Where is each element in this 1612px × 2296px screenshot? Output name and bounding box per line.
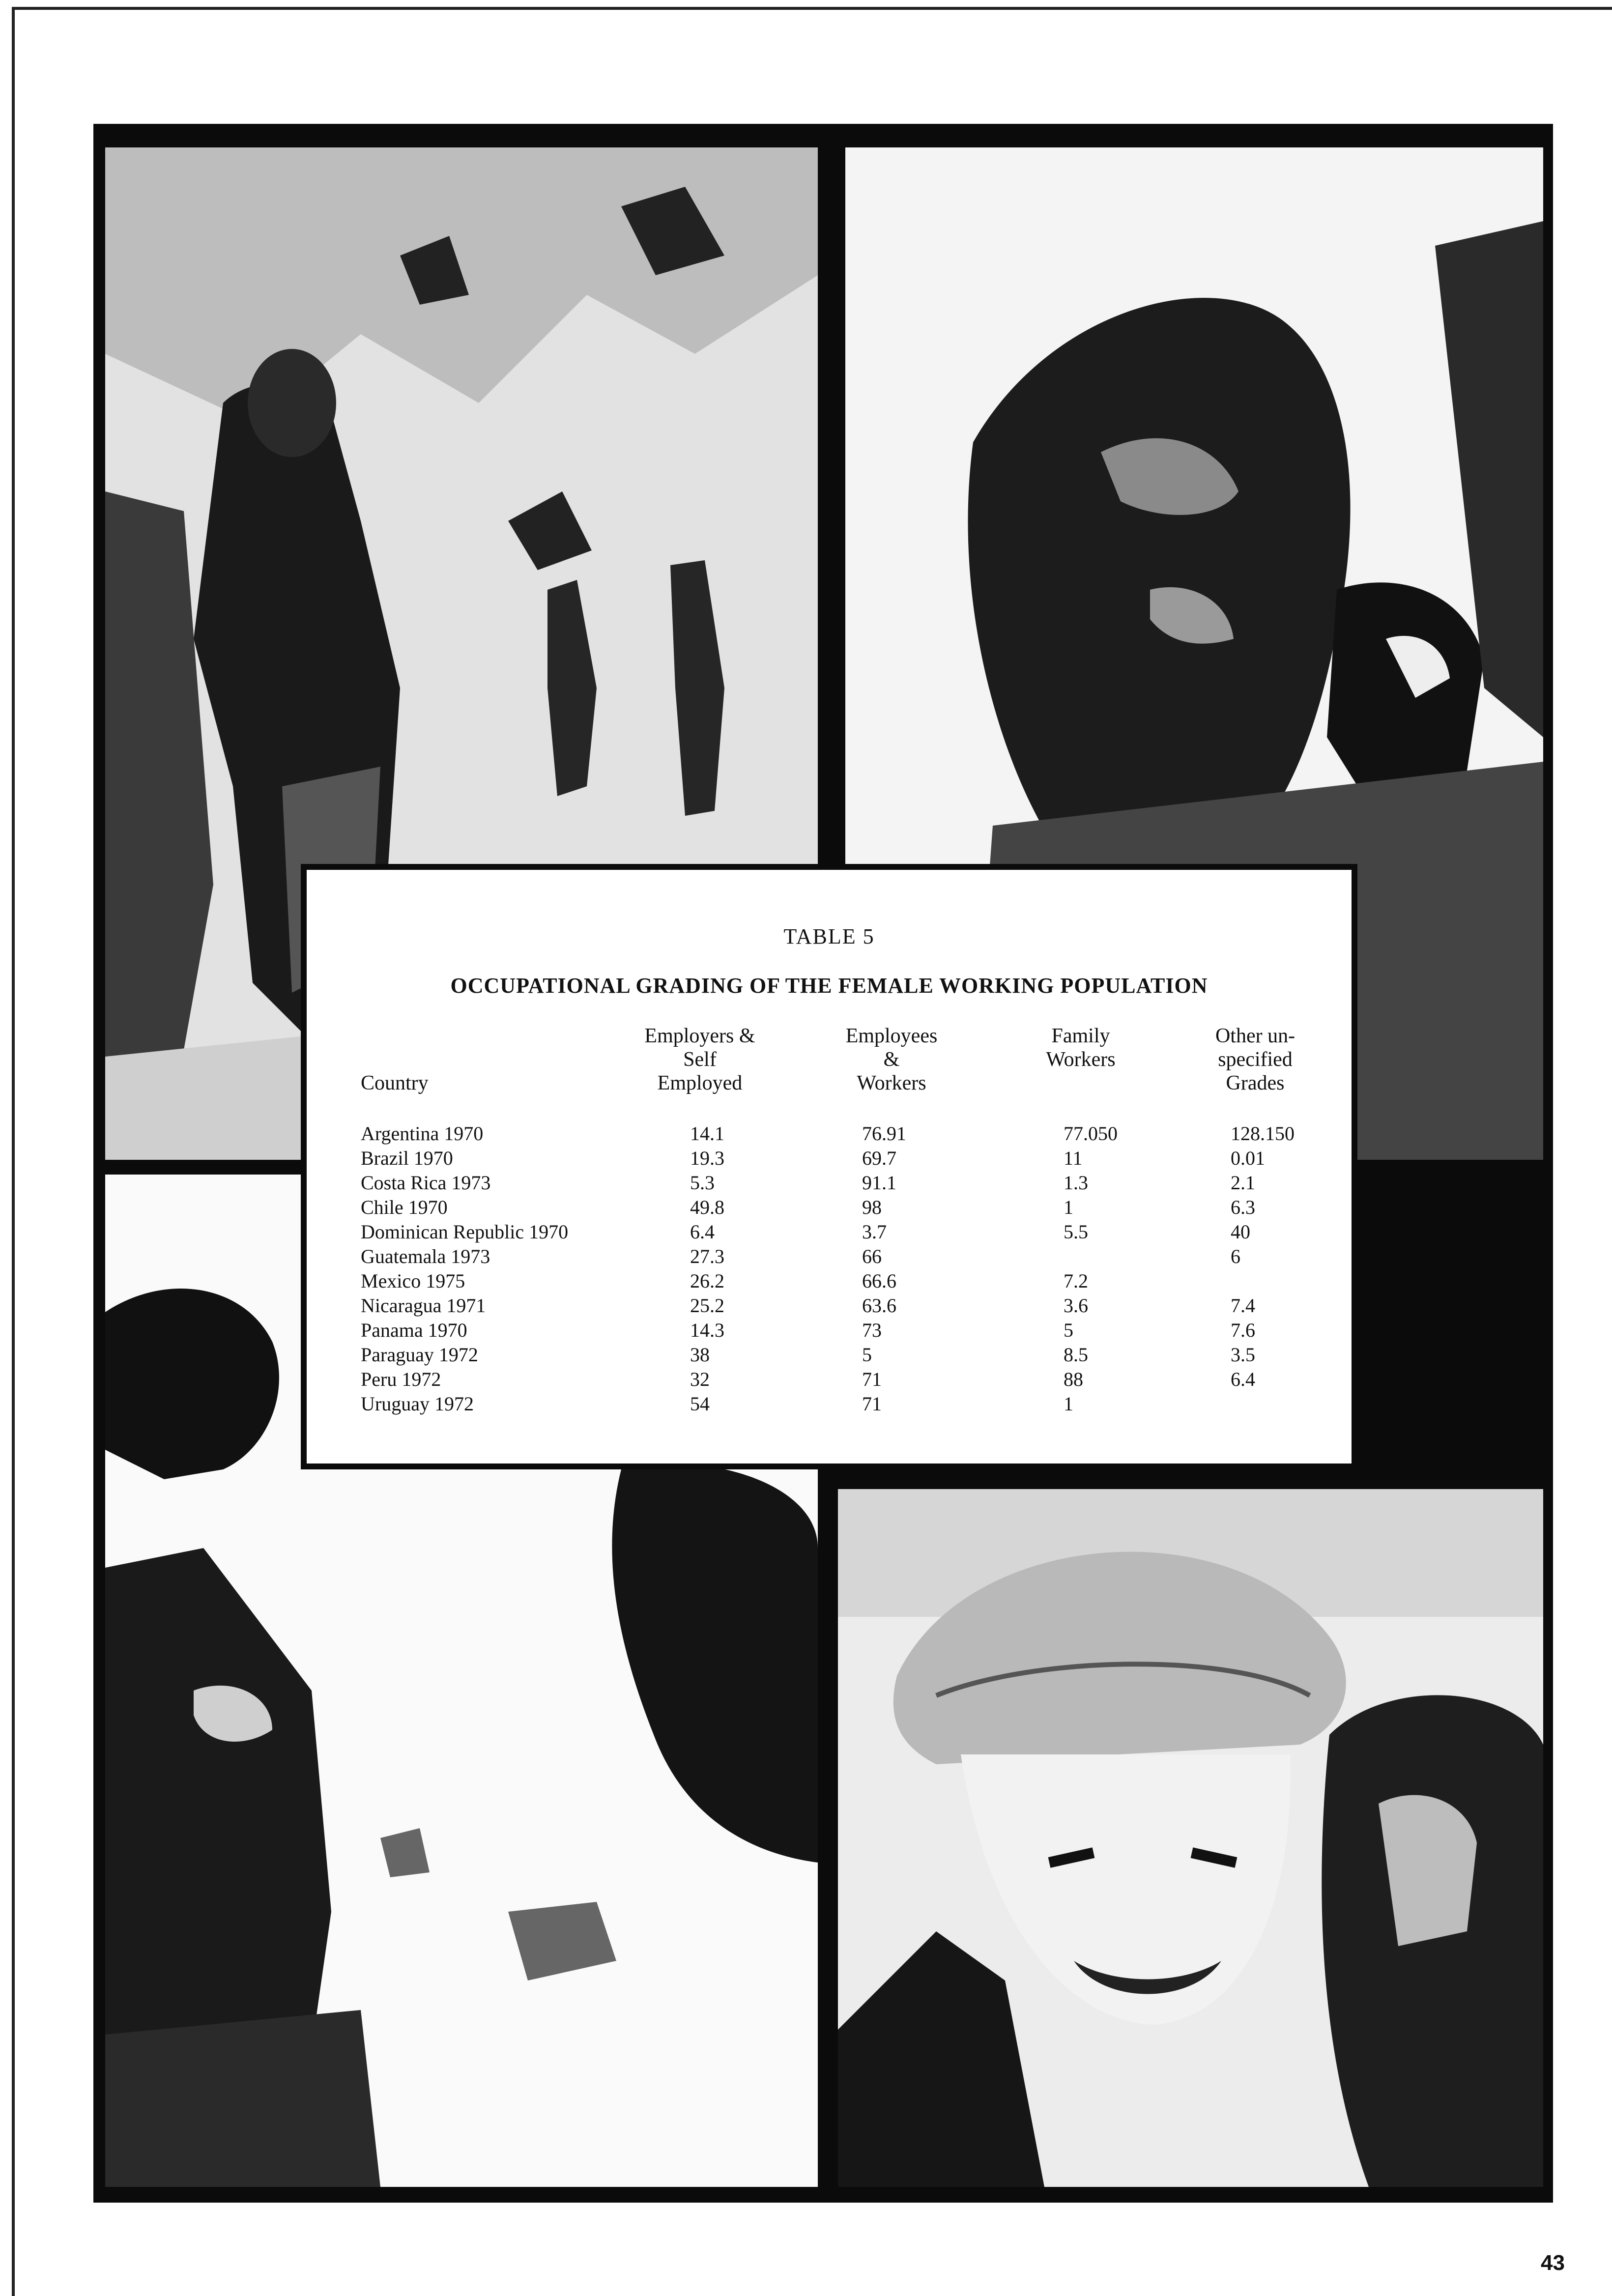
cell-country: Panama 1970 — [361, 1319, 467, 1341]
top-rule — [15, 7, 1612, 10]
table-body — [307, 1121, 1352, 1416]
table-label: TABLE 5 — [783, 924, 875, 948]
cell-family: 7.2 — [1064, 1270, 1088, 1292]
table-row — [307, 1269, 1352, 1293]
table-row — [307, 1171, 1352, 1195]
cell-employers: 5.3 — [690, 1172, 715, 1194]
table-row — [307, 1146, 1352, 1171]
cell-family: 8.5 — [1064, 1344, 1088, 1366]
cell-country: Paraguay 1972 — [361, 1344, 478, 1366]
left-rule — [12, 7, 15, 2296]
cell-employers: 32 — [690, 1368, 710, 1390]
table-row — [307, 1121, 1352, 1146]
cell-other: 128.150 — [1231, 1122, 1295, 1145]
cell-employees: 3.7 — [862, 1221, 887, 1243]
header-other-grades: Other un- specified Grades — [1215, 1025, 1295, 1094]
cell-family: 5.5 — [1064, 1221, 1088, 1243]
cell-country: Argentina 1970 — [361, 1122, 484, 1145]
cell-country: Peru 1972 — [361, 1368, 441, 1390]
cell-employees: 69.7 — [862, 1147, 896, 1169]
cell-employees: 91.1 — [862, 1172, 896, 1194]
cell-employers: 25.2 — [690, 1294, 724, 1317]
cell-family: 1.3 — [1064, 1172, 1088, 1194]
cell-country: Chile 1970 — [361, 1196, 448, 1218]
cell-family: 1 — [1064, 1196, 1073, 1218]
table-row — [307, 1367, 1352, 1392]
cell-family: 5 — [1064, 1319, 1073, 1341]
cell-country: Uruguay 1972 — [361, 1393, 474, 1415]
cell-employers: 38 — [690, 1344, 710, 1366]
cell-country: Guatemala 1973 — [361, 1245, 490, 1267]
cell-family: 88 — [1064, 1368, 1083, 1390]
cell-other: 6.4 — [1231, 1368, 1255, 1390]
table-row — [307, 1220, 1352, 1244]
cell-employers: 26.2 — [690, 1270, 724, 1292]
cell-other: 7.6 — [1231, 1319, 1255, 1341]
cell-employees: 63.6 — [862, 1294, 896, 1317]
header-country: Country — [361, 1072, 429, 1094]
cell-other: 3.5 — [1231, 1344, 1255, 1366]
cell-employers: 14.1 — [690, 1122, 724, 1145]
cell-country: Brazil 1970 — [361, 1147, 453, 1169]
table-title: OCCUPATIONAL GRADING OF THE FEMALE WORKING POPULATION — [450, 974, 1208, 998]
table-row — [307, 1293, 1352, 1318]
header-employees: Employees & Workers — [845, 1025, 938, 1094]
cell-employers: 27.3 — [690, 1245, 724, 1267]
cell-employers: 54 — [690, 1393, 710, 1415]
cell-family: 77.050 — [1064, 1122, 1118, 1145]
cell-employers: 6.4 — [690, 1221, 715, 1243]
cell-country: Nicaragua 1971 — [361, 1294, 486, 1317]
cell-other: 7.4 — [1231, 1294, 1255, 1317]
cell-employees: 66 — [862, 1245, 882, 1267]
cell-employees: 71 — [862, 1393, 882, 1415]
page-number: 43 — [1541, 2251, 1565, 2275]
cell-family: 11 — [1064, 1147, 1083, 1169]
cell-other: 6 — [1231, 1245, 1240, 1267]
cell-employees: 98 — [862, 1196, 882, 1218]
cell-employees: 71 — [862, 1368, 882, 1390]
cell-employers: 19.3 — [690, 1147, 724, 1169]
cell-employers: 14.3 — [690, 1319, 724, 1341]
cell-other: 0.01 — [1231, 1147, 1265, 1169]
cell-family: 1 — [1064, 1393, 1073, 1415]
cell-other: 6.3 — [1231, 1196, 1255, 1218]
cell-other: 40 — [1231, 1221, 1250, 1243]
cell-employees: 73 — [862, 1319, 882, 1341]
cell-country: Mexico 1975 — [361, 1270, 465, 1292]
cell-employees: 5 — [862, 1344, 872, 1366]
table-row — [307, 1343, 1352, 1367]
table-row — [307, 1318, 1352, 1343]
header-employers: Employers & Self Employed — [644, 1025, 755, 1094]
table-row — [307, 1195, 1352, 1220]
cell-employers: 49.8 — [690, 1196, 724, 1218]
table-5-card — [301, 864, 1357, 1469]
cell-employees: 66.6 — [862, 1270, 896, 1292]
table-row — [307, 1392, 1352, 1416]
cell-employees: 76.91 — [862, 1122, 906, 1145]
photo-smiling-woman — [838, 1489, 1543, 2187]
cell-other: 2.1 — [1231, 1172, 1255, 1194]
table-row — [307, 1244, 1352, 1269]
cell-family: 3.6 — [1064, 1294, 1088, 1317]
cell-country: Costa Rica 1973 — [361, 1172, 491, 1194]
header-family-workers: Family Workers — [1046, 1025, 1116, 1071]
cell-country: Dominican Republic 1970 — [361, 1221, 569, 1243]
